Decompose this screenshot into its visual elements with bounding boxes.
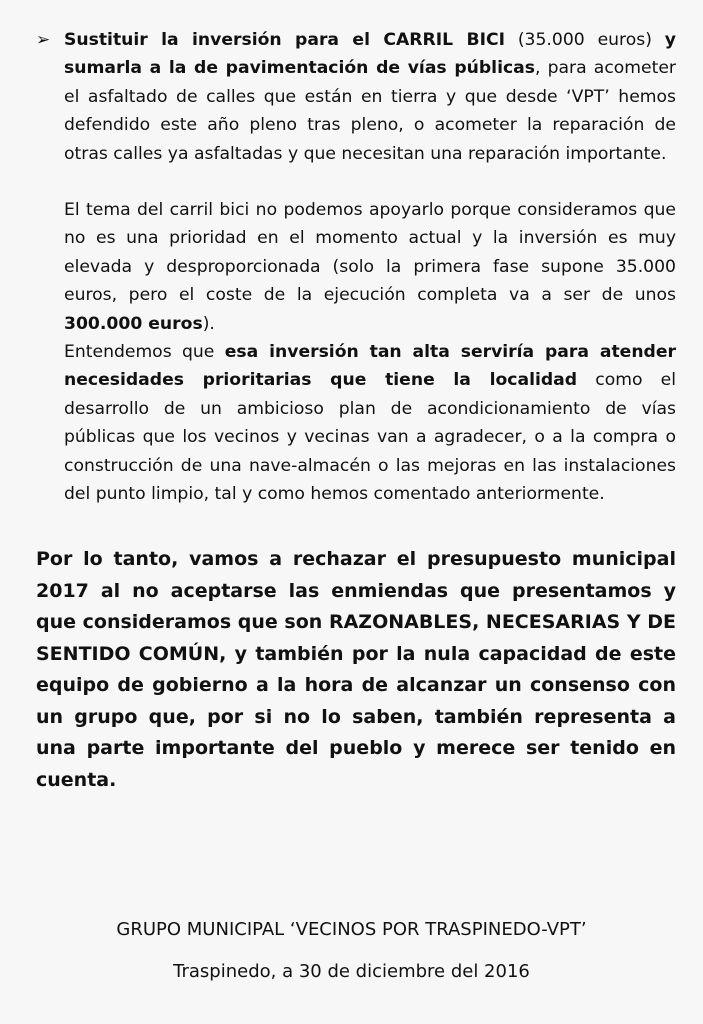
arrow-bullet-icon: ➢ <box>36 30 51 50</box>
amendment-item-bike-lane <box>64 26 676 168</box>
item-text: , para acometer el asfaltado de calles que están en tierra y que desde ‘VPT’ hemos defendido este año pleno tras pleno, o acometer la reparación de otras calles ya asfaltadas y que necesitan una reparación importante. <box>64 58 676 164</box>
paragraph-bold-text: 300.000 euros <box>64 313 203 334</box>
paragraph-bold-text: esa inversión tan alta serviría para atender necesidades prioritarias que tiene la localidad <box>64 342 676 391</box>
conclusion-paragraph: Por lo tanto, vamos a rechazar el presupuesto municipal 2017 al no aceptarse las enmiendas que presentamos y que consideramos que son RAZONABLES, NECESARIAS Y DE SENTIDO COMÚN, y también por la nula capacidad de este equipo de gobierno a la hora de alcanzar un consenso con un grupo que, por si no lo saben, también representa a una parte importante del pueblo y merece ser tenido en cuenta. <box>36 548 676 791</box>
paragraph-text: El tema del carril bici no podemos apoyarlo porque consideramos que no es una prioridad en el momento actual y la inversión es muy elevada y desproporcionada (solo la primera fase supone 35.000 euros, pero el coste de la ejecución completa va a ser de unos <box>64 200 676 306</box>
item-text: (35.000 euros) <box>504 30 665 50</box>
signature-line: GRUPO MUNICIPAL ‘VECINOS POR TRASPINEDO-VPT’ <box>116 919 587 940</box>
paragraph-text: Entendemos que <box>64 342 225 362</box>
paragraph-text: ). <box>202 313 215 334</box>
item-bold-text: Sustituir la inversión para el CARRIL BICI <box>64 30 505 50</box>
paragraph-text: como el desarrollo de un ambicioso plan de acondicionamiento de vías públicas que los vecinos y vecinas van a agradecer, o a la compra o construcción de una nave-almacén o las mejoras en las instalaciones del punto limpio, tal y como hemos comentado anteriormente. <box>64 370 676 505</box>
date-line: Traspinedo, a 30 de diciembre del 2016 <box>173 961 530 982</box>
investment-paragraph <box>64 338 676 508</box>
bike-lane-paragraph <box>64 196 676 338</box>
item-bold-text: y sumarla a la de pavimentación de vías públicas <box>64 30 676 79</box>
